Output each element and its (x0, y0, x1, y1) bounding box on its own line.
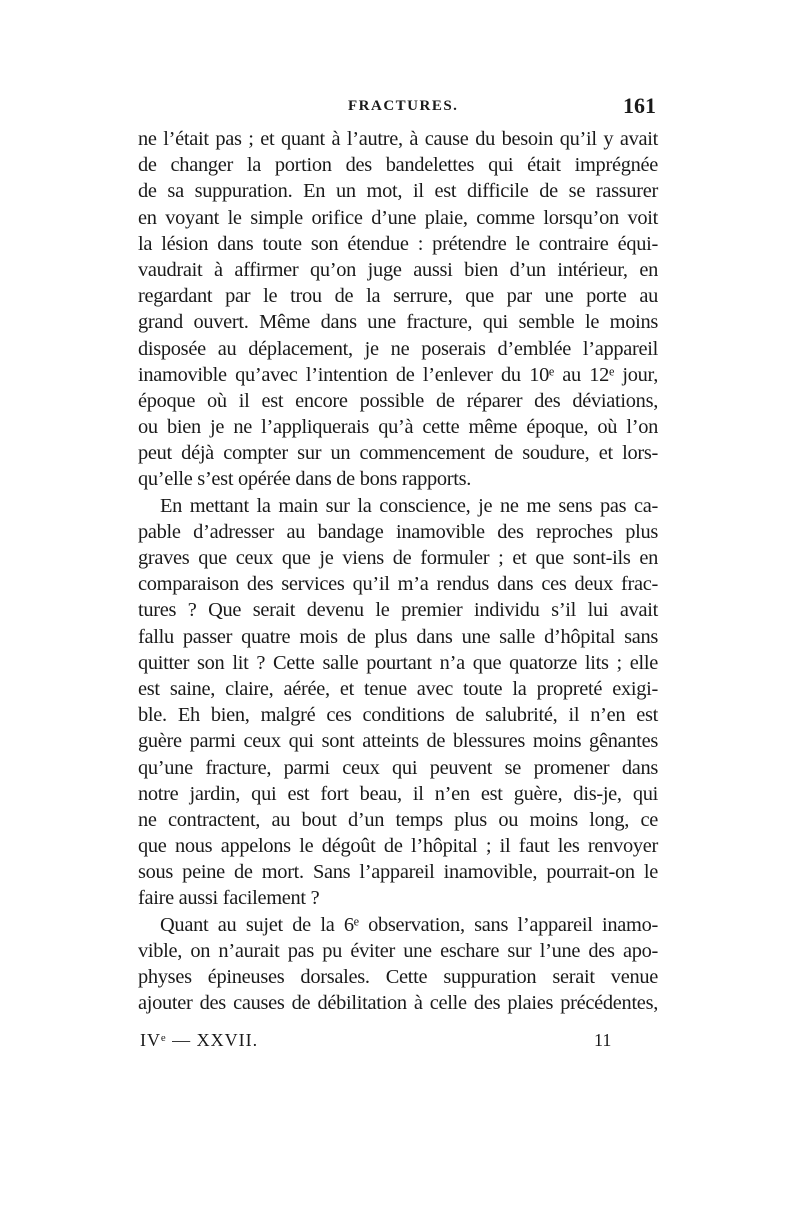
printer-signature: IVᵉ — XXVII. (140, 1030, 259, 1050)
text-line: pable d’adresser au bandage inamovible des reproches plus (138, 520, 658, 543)
text-line: ou bien je ne l’appliquerais qu’à cette même époque, où l’on (138, 416, 658, 439)
text-line: qu’une fracture, parmi ceux qui peuvent se promener dans (138, 756, 658, 779)
page-header (138, 93, 656, 126)
text-line: quitter son lit ? Cette salle pourtant n’a que quatorze lits ; elle (138, 651, 658, 674)
text-line: de changer la portion des bandelettes qui était imprégnée (138, 154, 658, 177)
page-footer (138, 1030, 658, 1060)
text-line: fallu passer quatre mois de plus dans une salle d’hôpital sans (138, 625, 658, 648)
text-line: sous peine de mort. Sans l’appareil inamovible, pourrait-on le (138, 861, 658, 884)
signature-number: 11 (594, 1030, 612, 1050)
running-title: FRACTURES. (348, 98, 459, 114)
text-line: guère parmi ceux qui sont atteints de blessures moins gênantes (138, 730, 658, 753)
paragraph-end-line: faire aussi facilement ? (138, 887, 320, 910)
text-line: physes épineuses dorsales. Cette suppuration serait venue (138, 966, 658, 988)
text-line: époque où il est encore possible de réparer des déviations, (138, 389, 658, 412)
text-line: que nous appelons le dégoût de l’hôpital ; il faut les renvoyer (138, 835, 658, 858)
text-line: est saine, claire, aérée, et tenue avec toute la propreté exigi- (138, 677, 658, 700)
text-line: en voyant le simple orifice d’une plaie, comme lorsqu’on voit (138, 206, 658, 229)
text-line: ne l’était pas ; et quant à l’autre, à cause du besoin qu’il y avait (138, 128, 658, 150)
text-line: comparaison des services qu’il m’a rendus dans ces deux frac- (138, 573, 658, 596)
page-number: 161 (623, 93, 656, 118)
text-line: notre jardin, qui est fort beau, il n’en est guère, dis-je, qui (138, 782, 658, 805)
text-line: grand ouvert. Même dans une fracture, qui semble le moins (138, 311, 658, 334)
text-line: vible, on n’aurait pas pu éviter une eschare sur l’une des apo- (138, 939, 658, 962)
text-line: de sa suppuration. En un mot, il est difficile de se rassurer (138, 180, 658, 203)
text-line: graves que ceux que je viens de formuler ; et que sont-ils en (138, 547, 658, 569)
paragraph-start-line: En mettant la main sur la conscience, je ne me sens pas ca- (160, 494, 658, 517)
text-line: inamovible qu’avec l’intention de l’enlever du 10ᵉ au 12ᵉ jour, (138, 363, 658, 386)
text-line: tures ? Que serait devenu le premier individu s’il lui avait (138, 599, 658, 622)
text-line: ne contractent, au bout d’un temps plus ou moins long, ce (138, 808, 658, 831)
body-text (138, 126, 658, 1016)
text-line: ble. Eh bien, malgré ces conditions de salubrité, il n’en est (138, 704, 658, 727)
paragraph-start-line: Quant au sujet de la 6ᵉ observation, sans l’appareil inamo- (160, 913, 658, 936)
text-line: vaudrait à affirmer qu’on juge aussi bien d’un intérieur, en (138, 258, 658, 281)
text-line: disposée au déplacement, je ne poserais d’emblée l’appareil (138, 337, 658, 360)
text-line: peut déjà compter sur un commencement de soudure, et lors- (138, 442, 658, 465)
text-line: ajouter des causes de débilitation à celle des plaies précédentes, (138, 992, 658, 1015)
text-line: regardant par le trou de la serrure, que par une porte au (138, 285, 658, 308)
text-line: la lésion dans toute son étendue : prétendre le contraire équi- (138, 232, 658, 255)
paragraph-end-line: qu’elle s’est opérée dans de bons rapports. (138, 468, 472, 491)
